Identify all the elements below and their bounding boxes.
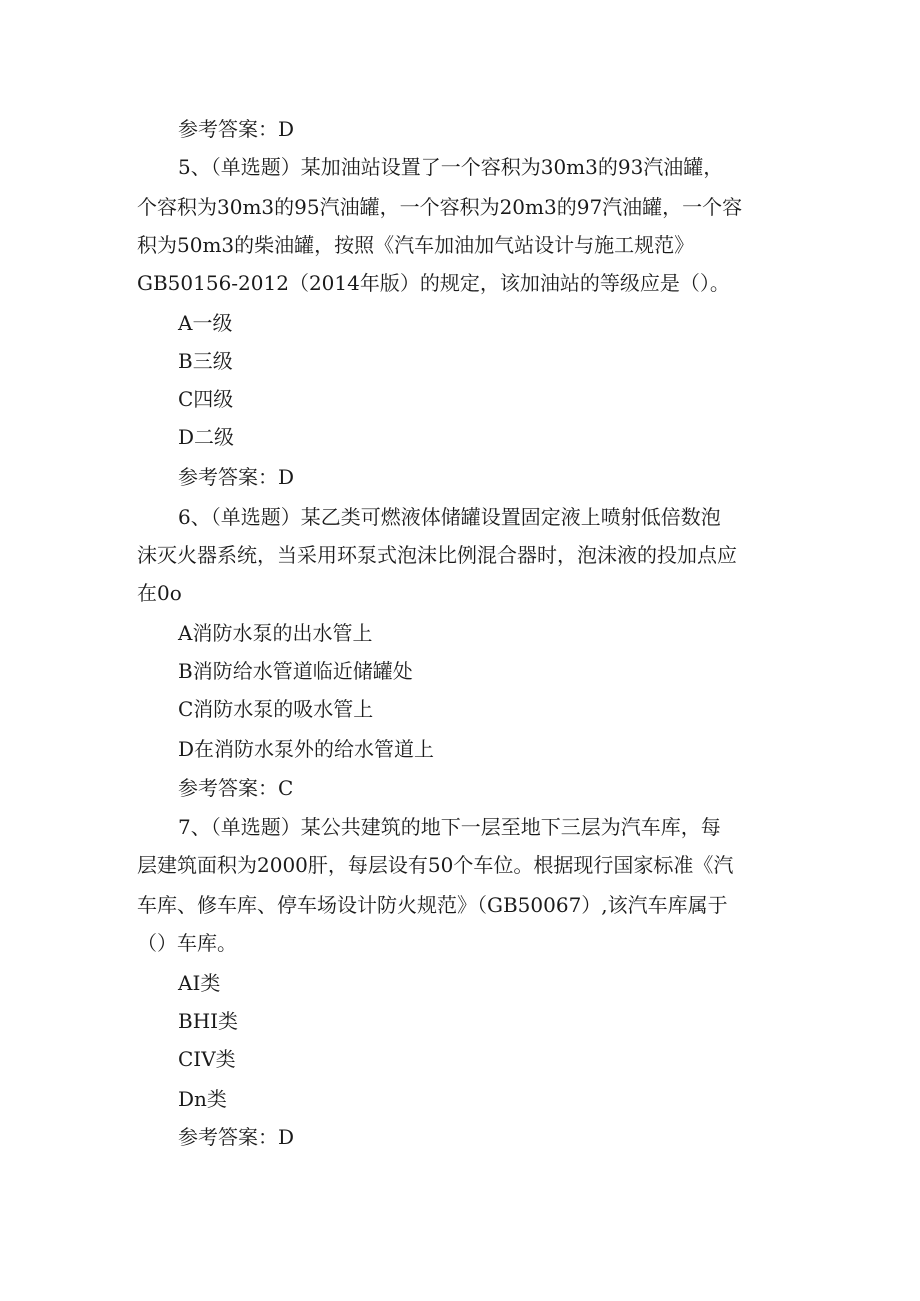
question-stem-line: 7、（单选题）某公共建筑的地下一层至地下三层为汽车库，每 (178, 815, 721, 839)
answer-line: 参考答案：C (178, 776, 294, 800)
option-c: C四级 (178, 387, 234, 411)
question-stem-line: （）车库。 (137, 931, 237, 955)
option-d: D二级 (178, 425, 235, 449)
option-d: Dn类 (178, 1087, 227, 1111)
answer-line: 参考答案：D (178, 117, 295, 141)
question-stem-line: 5、（单选题）某加油站设置了一个容积为30m3的93汽油罐， (178, 155, 724, 179)
question-stem-line: 个容积为30m3的95汽油罐，一个容积为20m3的97汽油罐，一个容 (137, 195, 743, 219)
question-stem-line: 车库、修车库、停车场设计防火规范》（GB50067）,该汽车库属于 (137, 893, 728, 917)
question-stem-line: 层建筑面积为2000肝，每层设有50个车位。根据现行国家标准《汽 (137, 853, 734, 877)
option-a: A消防水泵的出水管上 (178, 621, 373, 645)
option-a: AI类 (178, 971, 221, 995)
option-c: CIV类 (178, 1047, 236, 1071)
question-stem-line: 积为50m3的柴油罐，按照《汽车加油加气站设计与施工规范》 (137, 233, 695, 257)
option-d: D在消防水泵外的给水管道上 (178, 737, 435, 761)
option-b: B三级 (178, 349, 233, 373)
option-b: B消防给水管道临近储罐处 (178, 659, 413, 683)
question-stem-line: 6、（单选题）某乙类可燃液体储罐设置固定液上喷射低倍数泡 (178, 505, 721, 529)
answer-line: 参考答案：D (178, 465, 295, 489)
question-stem-line: GB50156-2012（2014年版）的规定，该加油站的等级应是（）。 (137, 271, 730, 295)
question-stem-line: 沫灭火器系统，当采用环泵式泡沫比例混合器时，泡沫液的投加点应 (137, 543, 737, 567)
question-stem-line: 在0o (137, 581, 182, 605)
option-c: C消防水泵的吸水管上 (178, 697, 374, 721)
option-a: A一级 (178, 311, 233, 335)
answer-line: 参考答案：D (178, 1125, 295, 1149)
option-b: BHI类 (178, 1009, 239, 1033)
